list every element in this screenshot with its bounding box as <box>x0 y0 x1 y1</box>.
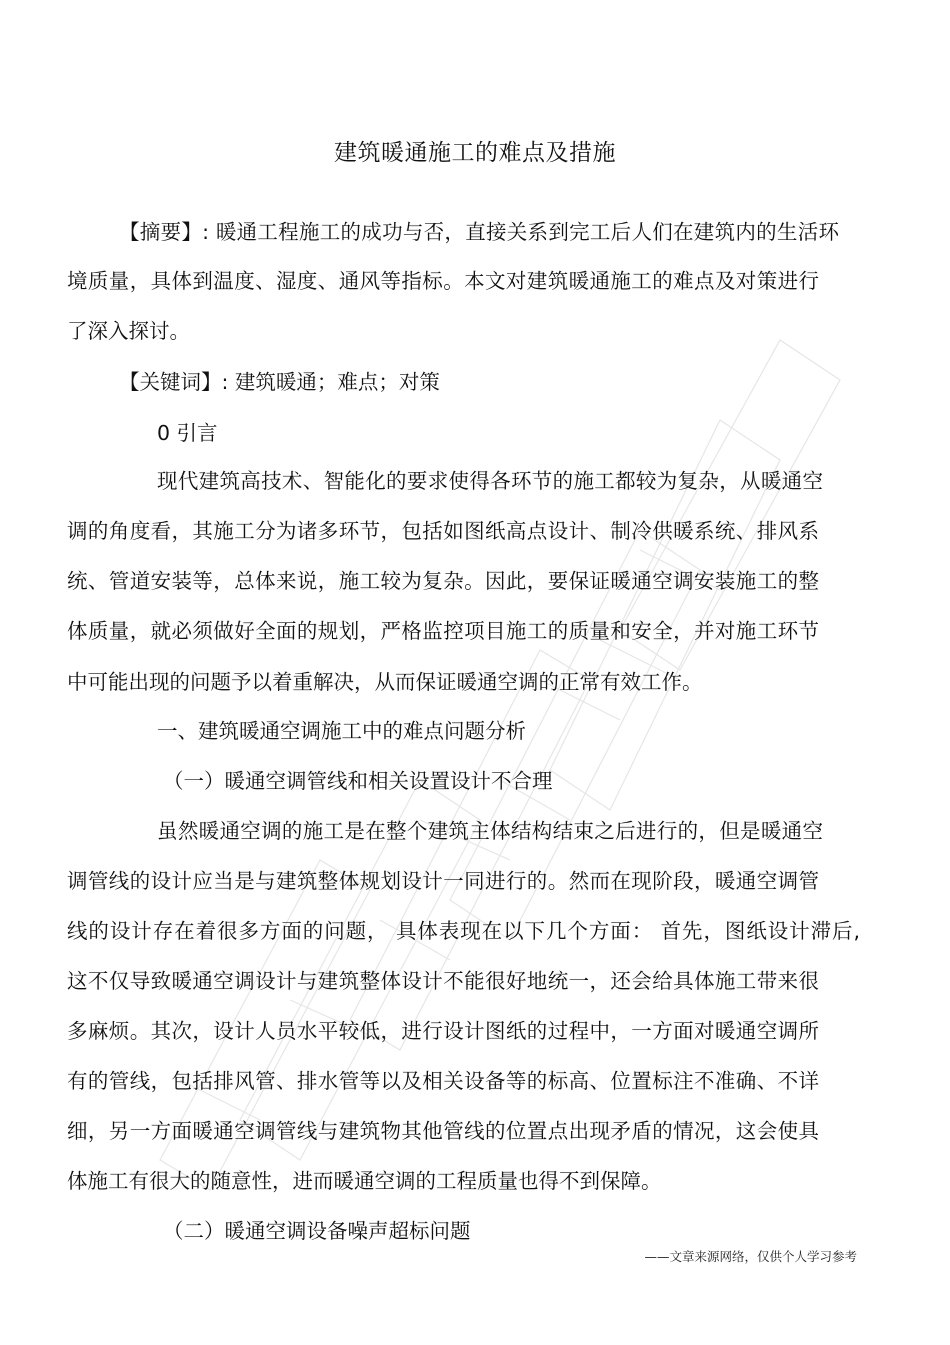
sub1-line-8: 体施工有很大的随意性，进而暖通空调的工程质量也得不到保障。 <box>67 1169 662 1193</box>
intro-line-1: 现代建筑高技术、智能化的要求使得各环节的施工都较为复杂，从暖通空 <box>157 469 823 493</box>
abstract-line-3: 了深入探讨。 <box>67 319 190 343</box>
footer-note: ——文章来源网络，仅供个人学习参考 <box>644 1249 857 1264</box>
keywords-line: 【关键词】: 建筑暖通；难点；对策 <box>119 370 440 394</box>
subsection-2-heading: （二）暖通空调设备噪声超标问题 <box>163 1219 471 1243</box>
abstract-line-1: 【摘要】: 暖通工程施工的成功与否，直接关系到完工后人们在建筑内的生活环 <box>119 220 839 244</box>
sub1-line-6: 有的管线，包括排风管、排水管等以及相关设备等的标高、位置标注不准确、不详 <box>67 1069 819 1093</box>
abstract-line-2: 境质量，具体到温度、湿度、通风等指标。本文对建筑暖通施工的难点及对策进行 <box>67 269 819 293</box>
sub1-line-1: 虽然暖通空调的施工是在整个建筑主体结构结束之后进行的，但是暖通空 <box>157 819 823 843</box>
document-title: 建筑暖通施工的难点及措施 <box>334 140 616 166</box>
sub1-line-5: 多麻烦。其次，设计人员水平较低，进行设计图纸的过程中，一方面对暖通空调所 <box>67 1019 819 1043</box>
intro-line-3: 统、管道安装等，总体来说，施工较为复杂。因此，要保证暖通空调安装施工的整 <box>67 569 819 593</box>
intro-heading: 0 引言 <box>157 421 218 445</box>
section-1-heading: 一、建筑暖通空调施工中的难点问题分析 <box>157 719 526 743</box>
intro-line-5: 中可能出现的问题予以着重解决，从而保证暖通空调的正常有效工作。 <box>67 670 703 694</box>
subsection-1-heading: （一）暖通空调管线和相关设置设计不合理 <box>163 769 553 793</box>
intro-line-4: 体质量，就必须做好全面的规划，严格监控项目施工的质量和安全，并对施工环节 <box>67 619 819 643</box>
sub1-line-4: 这不仅导致暖通空调设计与建筑整体设计不能很好地统一，还会给具体施工带来很 <box>67 969 819 993</box>
sub1-line-3: 线的设计存在着很多方面的问题， 具体表现在以下几个方面： 首先，图纸设计滞后, <box>67 919 860 943</box>
sub1-line-7: 细，另一方面暖通空调管线与建筑物其他管线的位置点出现矛盾的情况，这会使具 <box>67 1119 819 1143</box>
intro-line-2: 调的角度看，其施工分为诸多环节，包括如图纸高点设计、制冷供暖系统、排风系 <box>67 519 819 543</box>
sub1-line-2: 调管线的设计应当是与建筑整体规划设计一同进行的。然而在现阶段，暖通空调管 <box>67 869 819 893</box>
